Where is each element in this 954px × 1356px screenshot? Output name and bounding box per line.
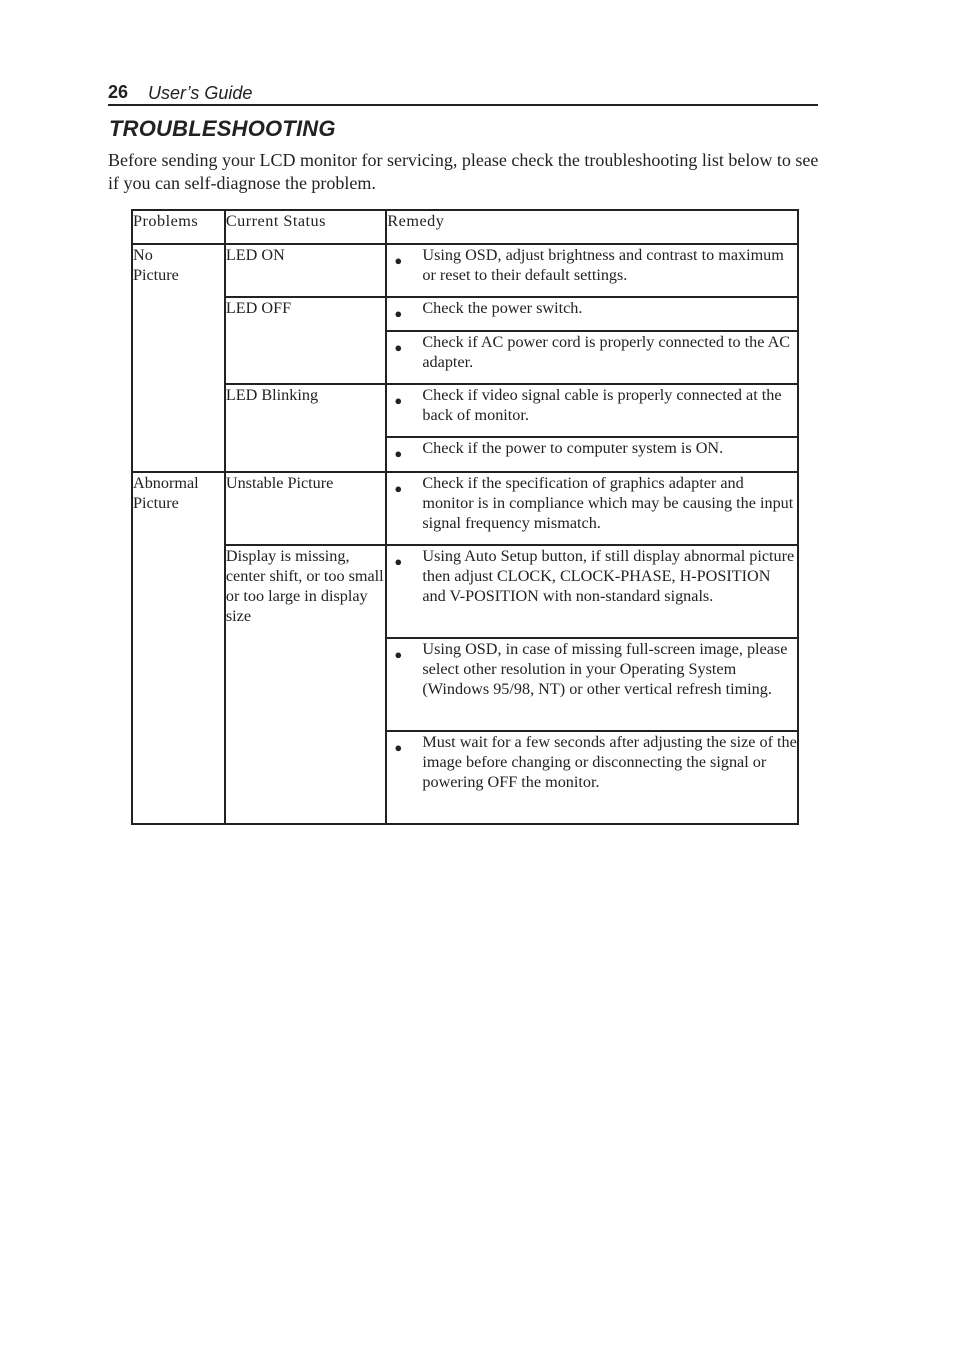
- remedy-cell: [386, 331, 798, 384]
- remedy-cell: [386, 638, 798, 731]
- bullet-icon: ●: [394, 446, 403, 461]
- remedy-text: Check if AC power cord is properly connected to the AC adapter.: [422, 333, 791, 371]
- bullet-icon: ●: [394, 306, 403, 321]
- bullet-icon: ●: [394, 740, 403, 755]
- problem-no-picture: No Picture: [132, 244, 225, 472]
- column-header-current-status: Current Status: [225, 210, 387, 244]
- table-row: [132, 297, 798, 331]
- remedy-text: Using OSD, in case of missing full-screen image, please select other resolution in your Operating System (Windows 95/98, NT) or other vertical refresh timing.: [422, 640, 788, 698]
- intro-paragraph: Before sending your LCD monitor for servicing, please check the troubleshooting list below to see if you can self-diagnose the problem.: [108, 150, 819, 193]
- bullet-icon: ●: [394, 647, 403, 662]
- table-row: [132, 545, 798, 638]
- status-unstable-picture: Unstable Picture: [225, 472, 387, 545]
- remedy-cell: [386, 244, 798, 297]
- bullet-icon: ●: [394, 481, 403, 496]
- remedy-text: Check if the specification of graphics adapter and monitor is in compliance which may be causing the input signal frequency mismatch.: [422, 474, 794, 532]
- remedy-text: Using Auto Setup button, if still display abnormal picture then adjust CLOCK, CLOCK-PHASE, H-POSITION and V-POSITION with non-standard signals.: [422, 547, 795, 605]
- remedy-cell: [386, 384, 798, 437]
- remedy-cell: [386, 297, 798, 331]
- page-number: 26: [108, 82, 129, 102]
- table-row: [132, 384, 798, 437]
- remedy-text: Check if the power to computer system is ON.: [422, 439, 724, 457]
- status-display-missing: Display is missing, center shift, or too small or too large in display size: [225, 545, 387, 824]
- bullet-icon: ●: [394, 393, 403, 408]
- remedy-cell: [386, 731, 798, 824]
- status-led-on: LED ON: [225, 244, 387, 297]
- guide-title: User’s Guide: [148, 83, 253, 103]
- remedy-cell: [386, 545, 798, 638]
- bullet-icon: ●: [394, 554, 403, 569]
- table-header-row: [132, 210, 798, 244]
- remedy-text: Check the power switch.: [422, 299, 583, 317]
- bullet-icon: ●: [394, 340, 403, 355]
- troubleshooting-table: [131, 209, 799, 825]
- remedy-text: Check if video signal cable is properly connected at the back of monitor.: [422, 386, 782, 424]
- table-row: [132, 472, 798, 545]
- remedy-cell: [386, 437, 798, 472]
- table-row: [132, 244, 798, 297]
- status-led-off: LED OFF: [225, 297, 387, 384]
- section-title: TROUBLESHOOTING: [109, 116, 336, 141]
- column-header-problems: Problems: [132, 210, 225, 244]
- column-header-remedy: Remedy: [386, 210, 798, 244]
- status-led-blinking: LED Blinking: [225, 384, 387, 472]
- problem-abnormal-picture: Abnormal Picture: [132, 472, 225, 824]
- remedy-cell: [386, 472, 798, 545]
- bullet-icon: ●: [394, 253, 403, 268]
- page-header: [108, 82, 818, 106]
- remedy-text: Using OSD, adjust brightness and contrast to maximum or reset to their default settings.: [422, 246, 784, 284]
- remedy-text: Must wait for a few seconds after adjusting the size of the image before changing or disconnecting the signal or powering OFF the monitor.: [422, 733, 797, 791]
